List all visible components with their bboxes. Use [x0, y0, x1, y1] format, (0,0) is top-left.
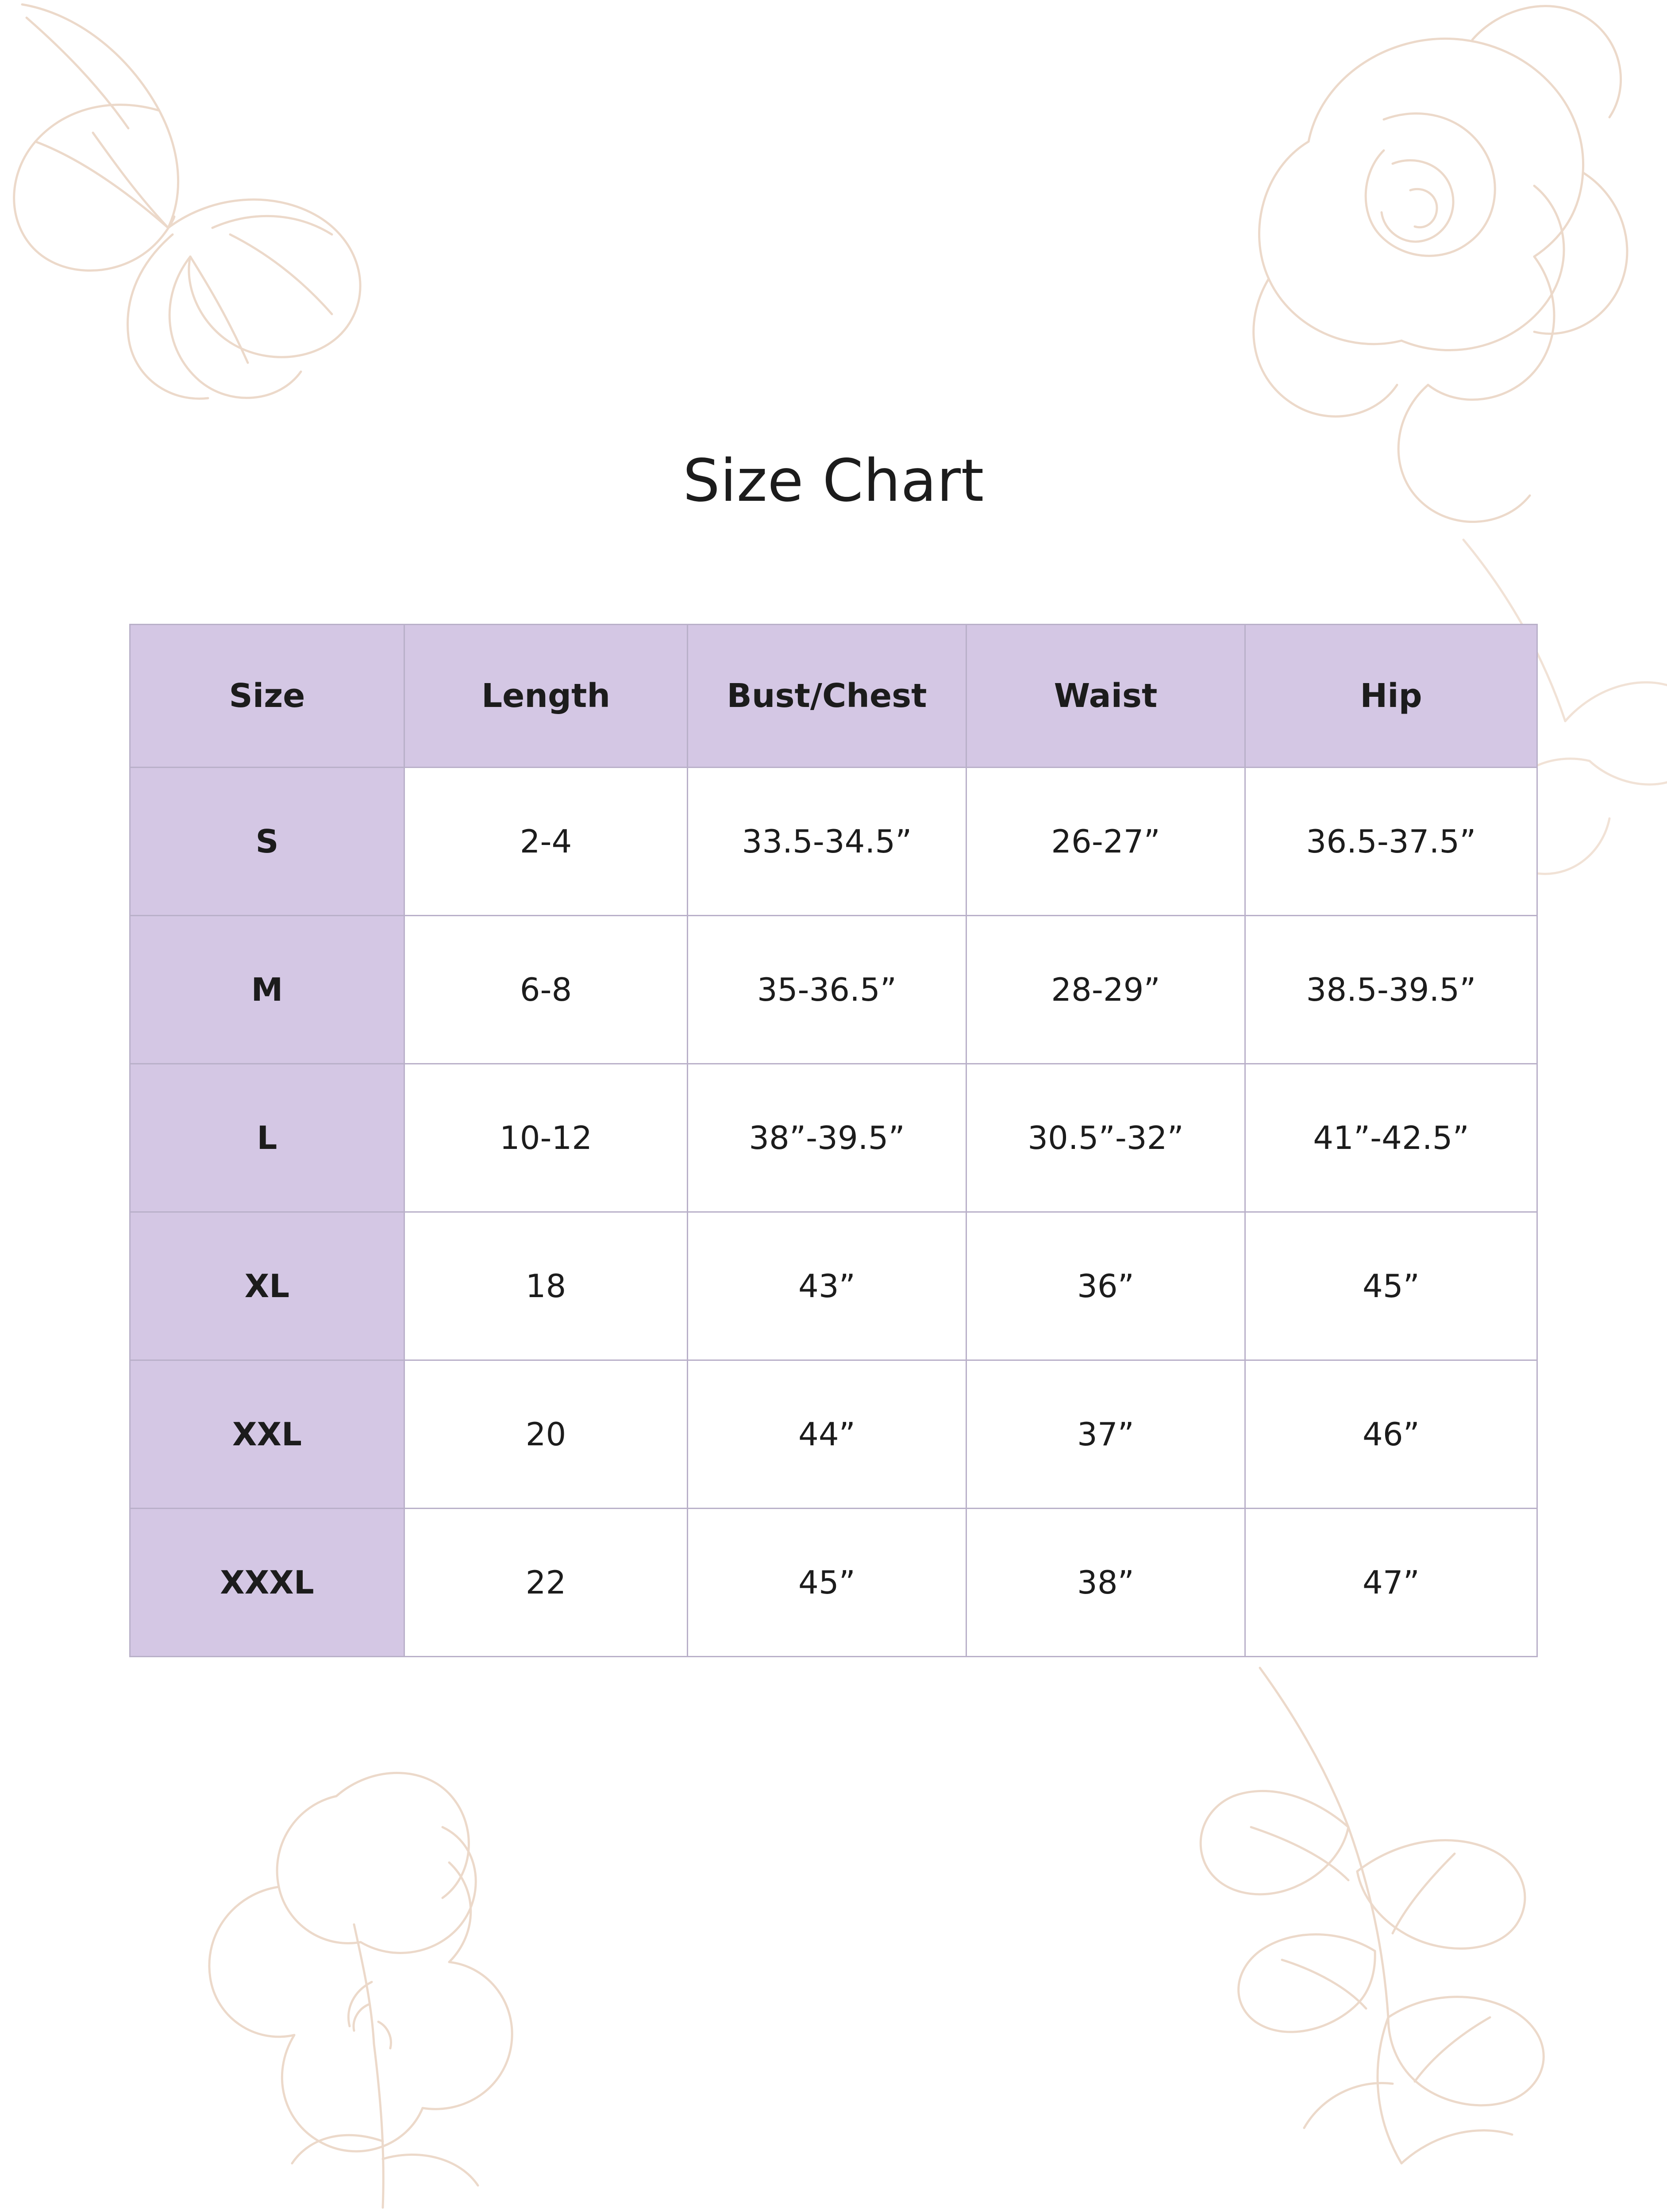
table-row [130, 916, 1537, 1064]
cell-length: 10-12 [404, 1064, 688, 1212]
cell-length: 6-8 [404, 916, 688, 1064]
cell-bust: 35-36.5” [688, 916, 966, 1064]
cell-hip: 36.5-37.5” [1245, 768, 1537, 916]
column-header-size: Size [130, 625, 404, 768]
cell-hip: 38.5-39.5” [1245, 916, 1537, 1064]
table-row [130, 768, 1537, 916]
cell-bust: 45” [688, 1509, 966, 1657]
table-header-row [130, 625, 1537, 768]
cell-length: 20 [404, 1360, 688, 1509]
cell-size: XXL [130, 1360, 404, 1509]
page-title: Size Chart [683, 447, 984, 515]
cell-waist: 38” [966, 1509, 1245, 1657]
column-header-length: Length [404, 625, 688, 768]
cell-length: 18 [404, 1212, 688, 1360]
cell-waist: 30.5”-32” [966, 1064, 1245, 1212]
cell-waist: 28-29” [966, 916, 1245, 1064]
cell-waist: 36” [966, 1212, 1245, 1360]
table-row [130, 1212, 1537, 1360]
cell-length: 2-4 [404, 768, 688, 916]
cell-size: XXXL [130, 1509, 404, 1657]
column-header-bust-chest: Bust/Chest [688, 625, 966, 768]
cell-bust: 44” [688, 1360, 966, 1509]
magnolia-leaf-line-art-top-left [0, 0, 504, 438]
cell-size: M [130, 916, 404, 1064]
cell-length: 22 [404, 1509, 688, 1657]
cell-waist: 26-27” [966, 768, 1245, 916]
cell-bust: 43” [688, 1212, 966, 1360]
column-header-hip: Hip [1245, 625, 1537, 768]
cell-hip: 45” [1245, 1212, 1537, 1360]
cell-hip: 47” [1245, 1509, 1537, 1657]
cell-bust: 33.5-34.5” [688, 768, 966, 916]
table-row [130, 1064, 1537, 1212]
cell-size: S [130, 768, 404, 916]
cell-waist: 37” [966, 1360, 1245, 1509]
cell-size: L [130, 1064, 404, 1212]
table-body [130, 768, 1537, 1657]
leaf-branch-line-art-bottom-right [1180, 1641, 1667, 2212]
column-header-waist: Waist [966, 625, 1245, 768]
cell-hip: 41”-42.5” [1245, 1064, 1537, 1212]
cell-hip: 46” [1245, 1360, 1537, 1509]
table-header [130, 625, 1537, 768]
table-row [130, 1509, 1537, 1657]
size-chart-table-container [129, 624, 1536, 1657]
rose-line-art-top-right [1163, 0, 1667, 637]
size-chart-table [129, 624, 1538, 1657]
lily-line-art-bottom-left [124, 1717, 646, 2212]
cell-bust: 38”-39.5” [688, 1064, 966, 1212]
cell-size: XL [130, 1212, 404, 1360]
table-row [130, 1360, 1537, 1509]
